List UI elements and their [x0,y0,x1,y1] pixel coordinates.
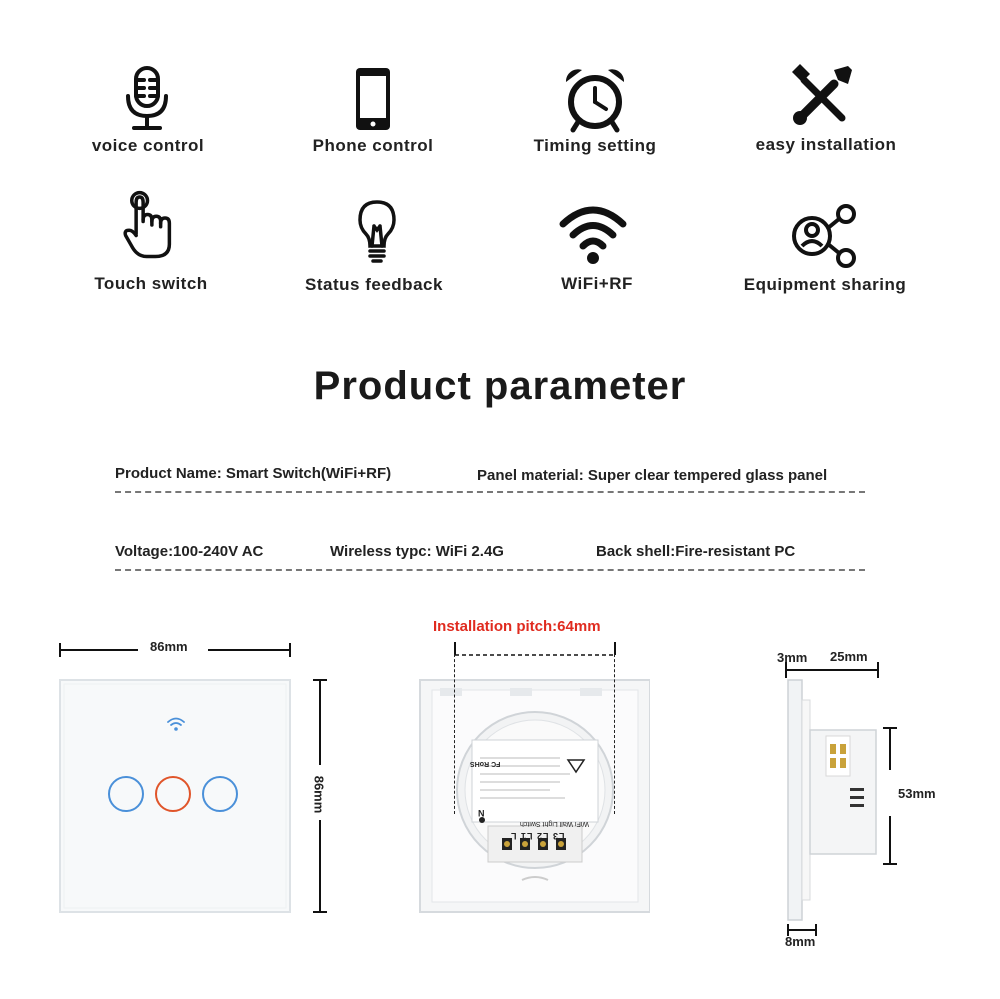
param-panel-material: Panel material: Super clear tempered glass panel [477,467,828,484]
feature-label-voice-control: voice control [91,136,205,155]
touch-button-1[interactable] [108,776,144,812]
divider [115,491,865,493]
pitch-line-left [454,654,455,814]
light-bulb-icon [342,198,412,268]
glass-thickness-label: 3mm [777,650,808,665]
smartphone-icon [338,64,408,134]
feature-label-wifi-rf: WiFi+RF [561,274,633,293]
switch-panel [60,680,290,912]
microphone-icon [112,64,182,134]
wifi-indicator-icon [166,716,186,732]
touch-button-2[interactable] [155,776,191,812]
product-sticker-label: WiFi Wall Light Switch [520,820,589,827]
alarm-clock-icon [560,64,630,134]
param-back-shell: Back shell:Fire-resistant PC [596,543,796,560]
terminal-labels: L3 L2 L1 L [510,831,565,841]
share-icon [788,200,858,270]
touch-hand-icon [116,190,186,260]
bottom-dimension-label: 8mm [785,934,816,949]
height-dimension-label: 86mm [311,775,327,814]
box-height-label: 53mm [898,786,936,801]
feature-label-phone-control: Phone control [312,136,434,155]
feature-label-equipment-sharing: Equipment sharing [743,275,907,294]
width-dimension-label: 86mm [150,639,188,654]
feature-label-timing-setting: Timing setting [533,136,657,155]
side-view-diagram [770,640,970,940]
feature-label-touch-switch: Touch switch [94,274,208,293]
param-wireless: Wireless typc: WiFi 2.4G [330,543,504,560]
pitch-line-right [614,654,615,814]
section-title: Product parameter [313,364,687,408]
tools-icon [786,62,856,132]
neutral-label: N [478,808,485,818]
param-voltage: Voltage:100-240V AC [115,543,264,560]
depth-label: 25mm [830,649,868,664]
installation-pitch-label: Installation pitch:64mm [433,618,601,635]
feature-label-status-feedback: Status feedback [305,275,443,294]
feature-label-easy-installation: easy installation [755,135,897,154]
touch-button-3[interactable] [202,776,238,812]
divider [115,569,865,571]
cert-label: FC RoHS [470,760,501,767]
param-product-name: Product Name: Smart Switch(WiFi+RF) [115,465,392,482]
wifi-icon [558,198,628,268]
